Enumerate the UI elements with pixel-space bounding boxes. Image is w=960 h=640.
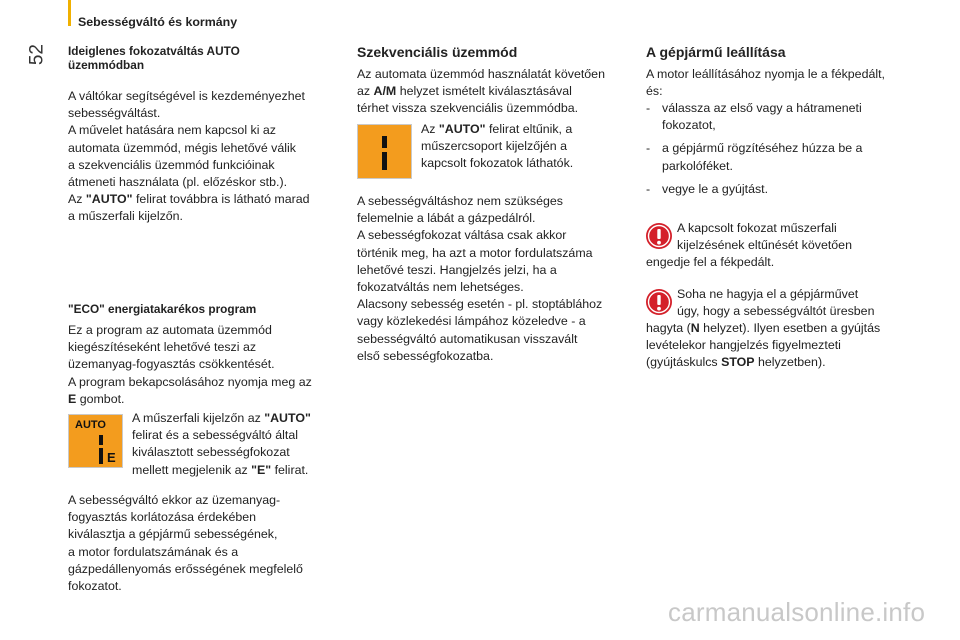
gear-bar-icon [99, 448, 103, 464]
text-line: A sebességváltó ekkor az üzemanyag- [68, 493, 281, 507]
text-line: kijelzésének eltűnését követően [677, 238, 852, 253]
list-item [646, 100, 926, 134]
text-line: műszercsoport kijelzőjén a [421, 139, 567, 154]
text-line: első sebességfokozatba. [357, 348, 494, 363]
eco-heading: "ECO" energiatakarékos program [68, 302, 257, 316]
auto-label: "AUTO" [264, 411, 311, 425]
temp-shift-body [68, 88, 348, 226]
text-line: A motor leállításához nyomja le a fékpedált, [646, 67, 885, 81]
text-line [646, 354, 926, 371]
text-line: A sebességfokozat váltása csak akkor [357, 228, 567, 243]
header-accent-bar [68, 0, 71, 26]
text-span: hagyta ( [646, 321, 691, 335]
eco-final [68, 492, 348, 595]
list-dash: - [646, 101, 651, 115]
text-line: gázpedállenyomás erősségének megfelelő [68, 561, 303, 576]
text-line: fokozatváltás nem lehetséges. [357, 280, 524, 295]
eco-note [132, 410, 352, 479]
text-span: felirat. [271, 462, 309, 477]
text-line: Soha ne hagyja el a gépjárművet [677, 287, 859, 301]
text-line: és: [646, 84, 663, 99]
text-line: A váltókar segítségével is kezdeményezhet [68, 89, 305, 103]
text-line: engedje fel a fékpedált. [646, 255, 775, 269]
text-span: helyzet ismételt kiválasztásával [396, 84, 572, 99]
stop-label: STOP [721, 355, 755, 370]
e-label: "E" [251, 462, 272, 477]
text-line: felirat és a sebességváltó által [132, 428, 298, 443]
text-line: üzemanyag-fogyasztás csökkentését. [68, 357, 275, 372]
auto-indicator: AUTO [75, 419, 106, 431]
watermark: carmanualsonline.info [668, 597, 926, 627]
text-line [357, 83, 637, 100]
list-dash: - [646, 181, 651, 196]
warning-icon-bar [657, 295, 660, 305]
warning-1-tail [646, 254, 926, 271]
text-line: válassza az első vagy a hátrameneti [662, 101, 862, 115]
text-line [132, 462, 352, 479]
warning-icon [645, 288, 673, 316]
text-line: fokozatot, [662, 118, 716, 133]
text-line [646, 320, 926, 337]
text-line: kiegészítéseként lehetővé teszi az [68, 340, 257, 355]
text-span: mellett megjelenik az [132, 462, 252, 477]
text-line: parkolóféket. [662, 158, 733, 173]
list-dash: - [646, 141, 651, 156]
text-line: automata üzemmód, mégis lehetővé válik [68, 140, 296, 155]
text-line: úgy, hogy a sebességváltót üresben [677, 304, 875, 319]
text-span: felirat eltűnik, a [485, 122, 573, 136]
stopping-heading: A gépjármű leállítása [646, 44, 786, 60]
text-line: sebességváltást. [68, 106, 161, 121]
gear-bar-icon [382, 136, 387, 148]
warning-icon-dot [657, 307, 661, 311]
stopping-intro [646, 66, 926, 100]
text-line: a műszerfali kijelzőn. [68, 209, 184, 224]
warning-1-head [677, 220, 917, 254]
text-line: Az automata üzemmód használatát követően [357, 67, 605, 81]
temp-shift-heading: Ideiglenes fokozatváltás AUTO üzemmódban [68, 44, 240, 72]
sequential-heading: Szekvenciális üzemmód [357, 44, 518, 60]
text-line: kapcsolt fokozatok láthatók. [421, 156, 574, 171]
text-line: kiválasztott sebességfokozat [132, 445, 290, 460]
warning-icon-dot [657, 241, 661, 245]
warning-2-head [677, 286, 917, 320]
text-span: az [357, 84, 374, 99]
sequential-intro [357, 66, 637, 118]
auto-label: "AUTO" [85, 192, 133, 207]
section-title: Sebességváltó és kormány [78, 15, 238, 29]
text-line: levételekor hangjelzés figyelmezteti [646, 338, 841, 353]
text-line: a gépjármű rögzítéséhez húzza be a [662, 141, 863, 156]
text-line: térhet vissza szekvenciális üzemmódba. [357, 101, 579, 116]
text-line: a motor fordulatszámának és a [68, 544, 239, 559]
sequential-display-icon [357, 124, 412, 179]
text-span: Az [68, 192, 86, 207]
n-label: N [690, 321, 700, 335]
warning-icon-bar [657, 229, 660, 239]
text-line: A kapcsolt fokozat műszerfali [677, 221, 837, 235]
gear-bar-icon [99, 435, 103, 445]
text-line: Ez a program az automata üzemmód [68, 323, 272, 337]
warning-2-tail [646, 320, 926, 372]
text-line: A program bekapcsolásához nyomja meg az [68, 374, 312, 389]
page-number: 52 [26, 44, 48, 66]
text-span: A műszerfali kijelzőn az [132, 411, 265, 425]
text-span: felirat továbbra is látható marad [132, 192, 310, 207]
text-line: történik meg, ha azt a motor fordulatszáma [357, 245, 593, 260]
gear-bar-icon [382, 152, 387, 170]
text-line: fokozatot. [68, 579, 122, 594]
text-line: vegye le a gyújtást. [662, 181, 769, 196]
text-span: Az [421, 122, 439, 136]
warning-icon [645, 222, 673, 250]
sequential-body [357, 193, 642, 365]
list-item [646, 140, 926, 174]
text-line: a szekvenciális üzemmód funkcióinak [68, 157, 275, 172]
text-line: átmeneti használata (pl. előzéskor stb.). [68, 175, 288, 190]
text-line: kiválasztja a gépjármű sebességének, [68, 527, 278, 542]
text-line: sebességváltó automatikusan visszavált [357, 331, 578, 346]
text-line: Alacsony sebesség esetén - pl. stoptáblához [357, 297, 603, 312]
list-item [646, 181, 926, 198]
text-line [68, 191, 348, 208]
am-label: A/M [373, 84, 397, 99]
text-span: helyzet). Ilyen esetben a gyújtás [699, 321, 881, 335]
e-indicator: E [107, 450, 116, 465]
text-line: A művelet hatására nem kapcsol ki az [68, 123, 276, 138]
sequential-note [421, 121, 641, 173]
text-line: lehetővé teszi. Hangjelzés jelzi, ha a [357, 262, 557, 277]
text-span: (gyújtáskulcs [646, 355, 722, 370]
text-span: gombot. [76, 391, 125, 406]
text-line: fogyasztás korlátozása érdekében [68, 510, 257, 525]
text-line: felemelnie a lábát a gázpedálról. [357, 211, 536, 226]
stopping-list [646, 100, 926, 198]
e-button-label: E [68, 391, 77, 406]
eco-display-icon [68, 414, 123, 468]
text-line: vagy közlekedési lámpához közeledve - a [357, 314, 586, 329]
auto-label: "AUTO" [438, 122, 486, 136]
text-span: helyzetben). [754, 355, 826, 370]
text-line [421, 121, 641, 138]
text-line: A sebességváltáshoz nem szükséges [357, 194, 563, 208]
text-line [68, 391, 348, 408]
eco-body [68, 322, 348, 408]
text-line [132, 410, 352, 427]
